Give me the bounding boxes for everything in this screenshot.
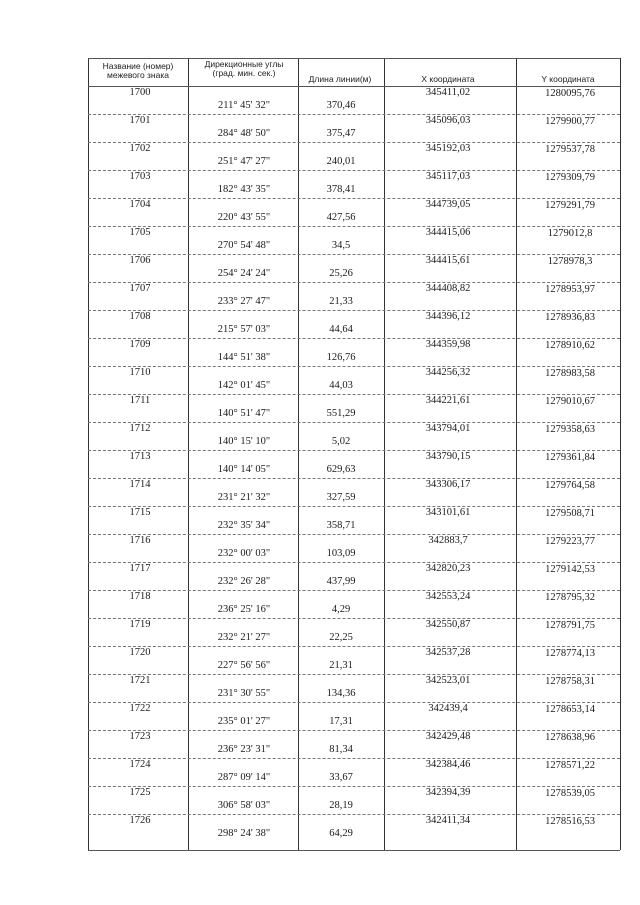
x-coordinate: 342394,39 [425, 787, 471, 798]
y-coordinate: 1279010,67 [545, 396, 595, 407]
x-coordinate: 344396,12 [425, 311, 471, 322]
table-top-border [88, 58, 620, 59]
direction-angle: 227° 56' 56" [217, 660, 271, 671]
line-length: 4,29 [331, 604, 351, 615]
point-name: 1717 [129, 563, 151, 574]
x-coordinate: 342411,34 [425, 815, 471, 826]
point-name: 1724 [129, 759, 151, 770]
y-coordinate: 1279309,79 [545, 172, 595, 183]
line-length: 44,03 [329, 380, 353, 391]
header-x: X координата [421, 74, 475, 84]
point-name: 1720 [129, 647, 151, 658]
line-length: 551,29 [326, 408, 356, 419]
y-coordinate: 1278638,96 [545, 732, 595, 743]
point-name: 1721 [129, 675, 151, 686]
direction-angle: 182° 43' 35" [217, 184, 271, 195]
y-coordinate: 1278983,58 [545, 368, 595, 379]
y-coordinate: 1278516,53 [545, 816, 595, 827]
x-coordinate: 343101,61 [425, 507, 471, 518]
y-coordinate: 1280095,76 [545, 88, 595, 99]
direction-angle: 284° 48' 50" [217, 128, 271, 139]
y-coordinate: 1278653,14 [545, 704, 595, 715]
y-coordinate: 1279764,58 [545, 480, 595, 491]
direction-angle: 220° 43' 55" [217, 212, 271, 223]
x-coordinate: 344221,61 [425, 395, 471, 406]
point-name: 1716 [129, 535, 151, 546]
line-length: 370,46 [326, 100, 356, 111]
header-y: Y координата [541, 74, 595, 84]
y-coordinate: 1279012,8 [547, 228, 593, 239]
direction-angle: 254° 24' 24" [217, 268, 271, 279]
direction-angle: 306° 58' 03" [217, 800, 271, 811]
point-name: 1707 [129, 283, 151, 294]
header-length: Длина линии(м) [308, 74, 372, 84]
line-length: 17,31 [329, 716, 353, 727]
line-length: 21,33 [329, 296, 353, 307]
y-coordinate: 1278936,83 [545, 312, 595, 323]
x-coordinate: 343306,17 [425, 479, 471, 490]
direction-angle: 231° 21' 32" [217, 492, 271, 503]
x-coordinate: 342553,24 [425, 591, 471, 602]
x-coordinate: 344739,05 [425, 199, 471, 210]
line-length: 21,31 [329, 660, 353, 671]
line-length: 44,64 [329, 324, 353, 335]
point-name: 1722 [129, 703, 151, 714]
point-name: 1706 [129, 255, 151, 266]
point-name: 1713 [129, 451, 151, 462]
line-length: 629,63 [326, 464, 356, 475]
direction-angle: 287° 09' 14" [217, 772, 271, 783]
y-coordinate: 1279142,53 [545, 564, 595, 575]
x-coordinate: 342883,7 [428, 535, 468, 546]
y-coordinate: 1278910,62 [545, 340, 595, 351]
direction-angle: 235° 01' 27" [217, 716, 271, 727]
point-name: 1703 [129, 171, 151, 182]
point-name: 1705 [129, 227, 151, 238]
point-name: 1712 [129, 423, 151, 434]
point-name: 1700 [129, 87, 151, 98]
y-coordinate: 1279508,71 [545, 508, 595, 519]
x-coordinate: 342537,28 [425, 647, 471, 658]
line-length: 103,09 [326, 548, 356, 559]
direction-angle: 142° 01' 45" [217, 380, 271, 391]
x-coordinate: 342523,01 [425, 675, 471, 686]
line-length: 5,02 [331, 436, 351, 447]
direction-angle: 232° 35' 34" [217, 520, 271, 531]
x-coordinate: 344359,98 [425, 339, 471, 350]
direction-angle: 232° 21' 27" [217, 632, 271, 643]
line-length: 33,67 [329, 772, 353, 783]
direction-angle: 270° 54' 48" [217, 240, 271, 251]
x-coordinate: 345411,02 [425, 87, 471, 98]
point-name: 1718 [129, 591, 151, 602]
direction-angle: 236° 23' 31" [217, 744, 271, 755]
line-length: 358,71 [326, 520, 356, 531]
x-coordinate: 342820,23 [425, 563, 471, 574]
direction-angle: 211° 45' 32" [218, 100, 270, 111]
line-length: 134,36 [326, 688, 356, 699]
header-angle: Дирекционные углы (град. мин. сек.) [204, 59, 284, 78]
point-name: 1702 [129, 143, 151, 154]
line-length: 25,26 [329, 268, 353, 279]
line-length: 64,29 [329, 828, 353, 839]
y-coordinate: 1278795,32 [545, 592, 595, 603]
line-length: 22,25 [329, 632, 353, 643]
x-coordinate: 344415,06 [425, 227, 471, 238]
y-coordinate: 1278571,22 [545, 760, 595, 771]
x-coordinate: 344415,61 [425, 255, 471, 266]
line-length: 375,47 [326, 128, 356, 139]
y-coordinate: 1278791,75 [545, 620, 595, 631]
y-coordinate: 1279361,84 [545, 452, 595, 463]
line-length: 81,34 [329, 744, 353, 755]
x-coordinate: 344256,32 [425, 367, 471, 378]
direction-angle: 215° 57' 03" [217, 324, 271, 335]
line-length: 437,99 [326, 576, 356, 587]
column-line [88, 58, 89, 850]
line-length: 378,41 [326, 184, 356, 195]
point-name: 1711 [129, 395, 151, 406]
line-length: 28,19 [329, 800, 353, 811]
direction-angle: 232° 00' 03" [217, 548, 271, 559]
line-length: 126,76 [326, 352, 356, 363]
x-coordinate: 342384,46 [425, 759, 471, 770]
direction-angle: 251° 47' 27" [217, 156, 271, 167]
y-coordinate: 1278539,05 [545, 788, 595, 799]
column-line [298, 58, 299, 850]
line-length: 327,59 [326, 492, 356, 503]
line-length: 240,01 [326, 156, 356, 167]
x-coordinate: 342439,4 [428, 703, 468, 714]
direction-angle: 233° 27' 47" [217, 296, 271, 307]
line-length: 427,56 [326, 212, 356, 223]
point-name: 1701 [129, 115, 151, 126]
direction-angle: 140° 51' 47" [217, 408, 271, 419]
table-bottom-border [88, 850, 620, 851]
y-coordinate: 1279223,77 [545, 536, 595, 547]
x-coordinate: 343790,15 [425, 451, 471, 462]
x-coordinate: 343794,01 [425, 423, 471, 434]
y-coordinate: 1279900,77 [545, 116, 595, 127]
direction-angle: 231° 30' 55" [217, 688, 271, 699]
point-name: 1723 [129, 731, 151, 742]
x-coordinate: 345117,03 [425, 171, 471, 182]
column-line [188, 58, 189, 850]
header-name: Название (номер) межевого знака [102, 61, 174, 80]
x-coordinate: 345096,03 [425, 115, 471, 126]
y-coordinate: 1278953,97 [545, 284, 595, 295]
point-name: 1726 [129, 815, 151, 826]
column-line [516, 58, 517, 850]
column-line [620, 58, 621, 850]
y-coordinate: 1278774,13 [545, 648, 595, 659]
y-coordinate: 1279537,78 [545, 144, 595, 155]
x-coordinate: 342550,87 [425, 619, 471, 630]
x-coordinate: 345192,03 [425, 143, 471, 154]
point-name: 1710 [129, 367, 151, 378]
point-name: 1714 [129, 479, 151, 490]
x-coordinate: 344408,82 [425, 283, 471, 294]
y-coordinate: 1279291,79 [545, 200, 595, 211]
y-coordinate: 1279358,63 [545, 424, 595, 435]
point-name: 1715 [129, 507, 151, 518]
point-name: 1709 [129, 339, 151, 350]
direction-angle: 140° 14' 05" [217, 464, 271, 475]
line-length: 34,5 [331, 240, 351, 251]
direction-angle: 298° 24' 38" [217, 828, 271, 839]
direction-angle: 232° 26' 28" [217, 576, 271, 587]
point-name: 1708 [129, 311, 151, 322]
column-line [384, 58, 385, 850]
direction-angle: 236° 25' 16" [217, 604, 271, 615]
point-name: 1725 [129, 787, 151, 798]
direction-angle: 140° 15' 10" [217, 436, 271, 447]
y-coordinate: 1278758,31 [545, 676, 595, 687]
x-coordinate: 342429,48 [425, 731, 471, 742]
point-name: 1719 [129, 619, 151, 630]
y-coordinate: 1278978,3 [547, 256, 593, 267]
direction-angle: 144° 51' 38" [217, 352, 271, 363]
point-name: 1704 [129, 199, 151, 210]
